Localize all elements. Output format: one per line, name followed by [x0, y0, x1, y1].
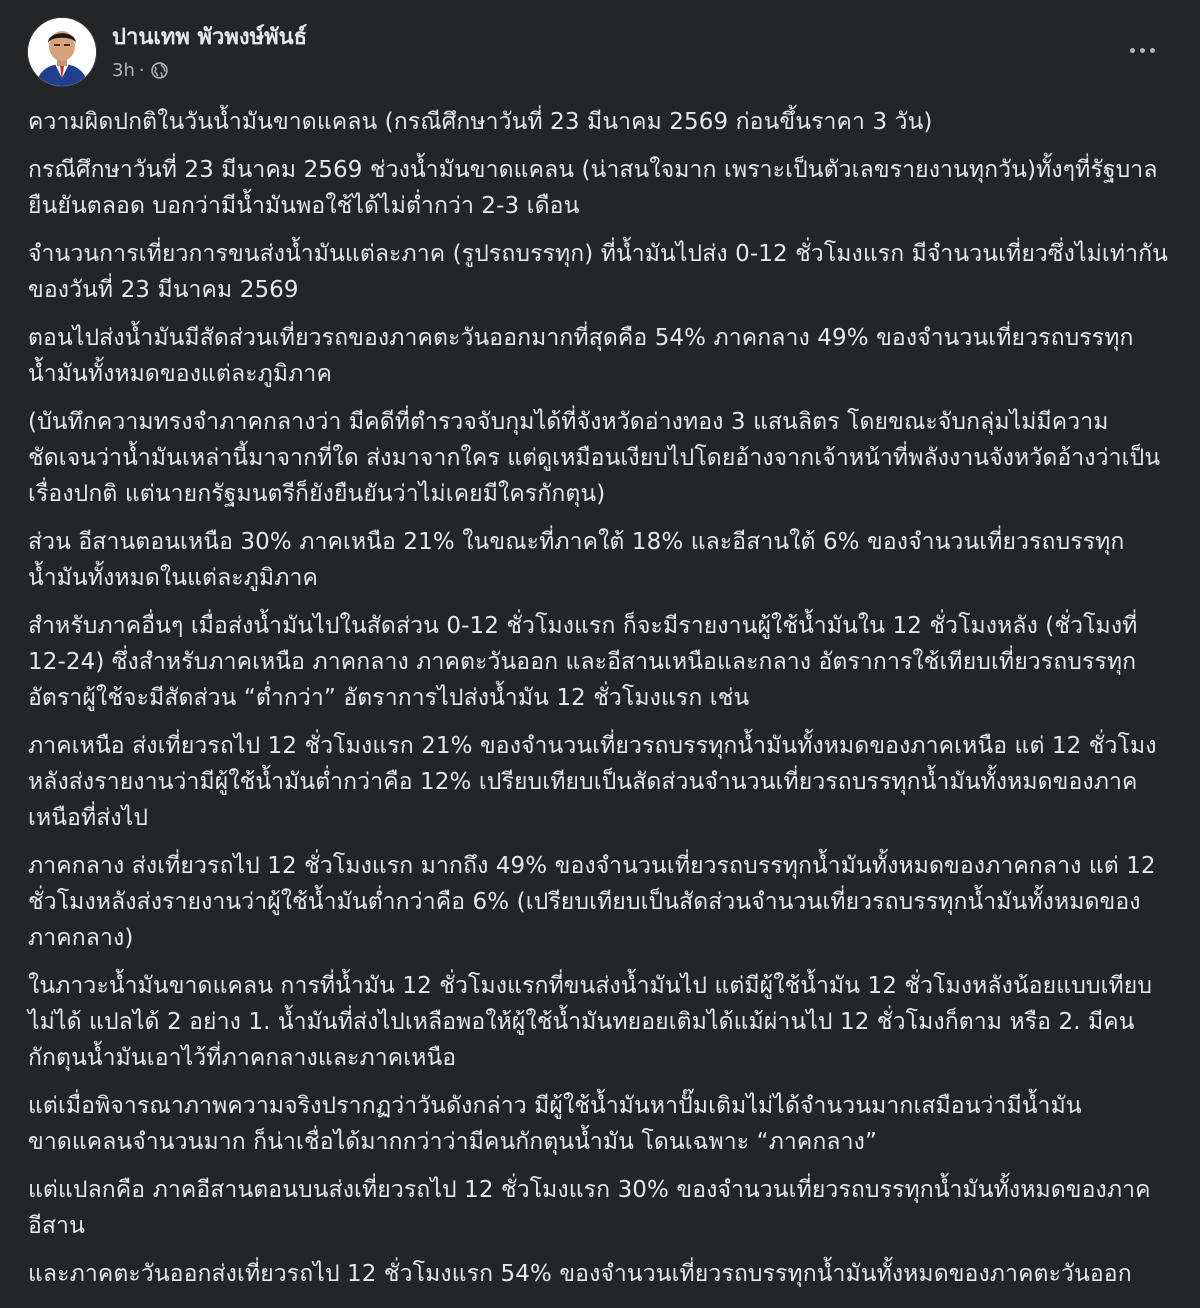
post-paragraph: ส่วน อีสานตอนเหนือ 30% ภาคเหนือ 21% ในขณะที่ภาคใต้ 18% และอีสานใต้ 6% ของจำนวนเที่ยวรถบรรทุกน้ำมันทั้งหมดในแต่ละภูมิภาค: [28, 529, 1125, 591]
more-dot-icon: [1150, 48, 1155, 53]
post-meta: [112, 58, 168, 82]
more-dot-icon: [1130, 48, 1135, 53]
post-body: [28, 104, 1174, 1304]
post-timestamp[interactable]: 3h: [112, 59, 135, 81]
post-paragraph: แต่แปลกคือ ภาคอีสานตอนบนส่งเที่ยวรถไป 12 ชั่วโมงแรก 30% ของจำนวนเที่ยวรถบรรทุกน้ำมันทั้งหมดของภาคอีสาน: [28, 1177, 1151, 1239]
post-paragraph: จำนวนการเที่ยวการขนส่งน้ำมันแต่ละภาค (รูปรถบรรทุก) ที่น้ำมันไปส่ง 0-12 ชั่วโมงแรก มีจำนวนเที่ยวซึ่งไม่เท่ากัน ของวันที่ 23 มีนาคม 2569: [28, 241, 1168, 303]
post-paragraph: ตอนไปส่งน้ำมันมีสัดส่วนเที่ยวรถของภาคตะวันออกมากที่สุดคือ 54% ภาคกลาง 49% ของจำนวนเที่ยวรถบรรทุกน้ำมันทั้งหมดของแต่ละภูมิภาค: [28, 325, 1134, 387]
more-dot-icon: [1140, 48, 1145, 53]
avatar-photo: [28, 18, 96, 86]
author-avatar[interactable]: [28, 18, 96, 86]
post-header: [28, 18, 1172, 90]
post-paragraph: ภาคกลาง ส่งเที่ยวรถไป 12 ชั่วโมงแรก มากถึง 49% ของจำนวนเที่ยวรถบรรทุกน้ำมันทั้งหมดของภาคกลาง แต่ 12 ชั่วโมงหลังส่งรายงานว่าผู้ใช้น้ำมันต่ำกว่าคือ 6% (เปรียบเทียบเป็นสัดส่วนจำนวนเที่ยวรถบรรทุกน้ำมันทั้งหมดของภาคกลาง): [28, 853, 1156, 951]
globe-icon[interactable]: [151, 62, 168, 79]
post-paragraph: สำหรับภาคอื่นๆ เมื่อส่งน้ำมันไปในสัดส่วน 0-12 ชั่วโมงแรก ก็จะมีรายงานผู้ใช้น้ำมันใน 12 ชั่วโมงหลัง (ชั่วโมงที่ 12-24) ซึ่งสำหรับภาคเหนือ ภาคกลาง ภาคตะวันออก และอีสานเหนือและกลาง อัตราการใช้เทียบเที่ยวรถบรรทุก อัตราผู้ใช้จะมีสัดส่วน “ต่ำกว่า” อัตราการไปส่งน้ำมัน 12 ชั่วโมงแรก เช่น: [28, 613, 1138, 711]
post-paragraph: ภาคเหนือ ส่งเที่ยวรถไป 12 ชั่วโมงแรก 21% ของจำนวนเที่ยวรถบรรทุกน้ำมันทั้งหมดของภาคเหนือ แต่ 12 ชั่วโมงหลังส่งรายงานว่ามีผู้ใช้น้ำมันต่ำกว่าคือ 12% เปรียบเทียบเป็นสัดส่วนจำนวนเที่ยวรถบรรทุกน้ำมันทั้งหมดของภาคเหนือที่ส่งไป: [28, 733, 1157, 831]
more-options-button[interactable]: [1122, 34, 1162, 66]
post-paragraph: ในภาวะน้ำมันขาดแคลน การที่น้ำมัน 12 ชั่วโมงแรกที่ขนส่งน้ำมันไป แต่มีผู้ใช้น้ำมัน 12 ชั่วโมงหลังน้อยแบบเทียบไม่ได้ แปลได้ 2 อย่าง 1. น้ำมันที่ส่งไปเหลือพอให้ผู้ใช้น้ำมันทยอยเติมได้แม้ผ่านไป 12 ชั่วโมงก็ตาม หรือ 2. มีคนกักตุนน้ำมันเอาไว้ที่ภาคกลางและภาคเหนือ: [28, 973, 1153, 1071]
post-paragraph: กรณีศึกษาวันที่ 23 มีนาคม 2569 ช่วงน้ำมันขาดแคลน (น่าสนใจมาก เพราะเป็นตัวเลขรายงานทุกวัน)ทั้งๆที่รัฐบาลยืนยันตลอด บอกว่ามีน้ำมันพอใช้ได้ไม่ต่ำกว่า 2-3 เดือน: [28, 157, 1158, 219]
post-paragraph: (บันทึกความทรงจำภาคกลางว่า มีคดีที่ตำรวจจับกุมได้ที่จังหวัดอ่างทอง 3 แสนลิตร โดยขณะจับกลุ่มไม่มีความชัดเจนว่าน้ำมันเหล่านี้มาจากที่ใด ส่งมาจากใคร แต่ดูเหมือนเงียบไปโดยอ้างจากเจ้าหน้าที่พลังงานจังหวัดอ้างว่าเป็นเรื่องปกติ แต่นายกรัฐมนตรีก็ยังยืนยันว่าไม่เคยมีใครกักตุน): [28, 409, 1161, 507]
post-paragraph: ความผิดปกติในวันน้ำมันขาดแคลน (กรณีศึกษาวันที่ 23 มีนาคม 2569 ก่อนขึ้นราคา 3 วัน): [28, 109, 933, 135]
post-paragraph: แต่เมื่อพิจารณาภาพความจริงปรากฏว่าวันดังกล่าว มีผู้ใช้น้ำมันหาปั๊มเติมไม่ได้จำนวนมากเสมือนว่ามีน้ำมันขาดแคลนจำนวนมาก ก็น่าเชื่อได้มากกว่าว่ามีคนกักตุนน้ำมัน โดนเฉพาะ “ภาคกลาง”: [28, 1093, 1082, 1155]
author-name[interactable]: ปานเทพ พัวพงษ์พันธ์: [112, 25, 308, 50]
post-paragraph: และภาคตะวันออกส่งเที่ยวรถไป 12 ชั่วโมงแรก 54% ของจำนวนเที่ยวรถบรรทุกน้ำมันทั้งหมดของภาคตะวันออก: [28, 1261, 1132, 1287]
meta-separator: ·: [138, 59, 145, 81]
